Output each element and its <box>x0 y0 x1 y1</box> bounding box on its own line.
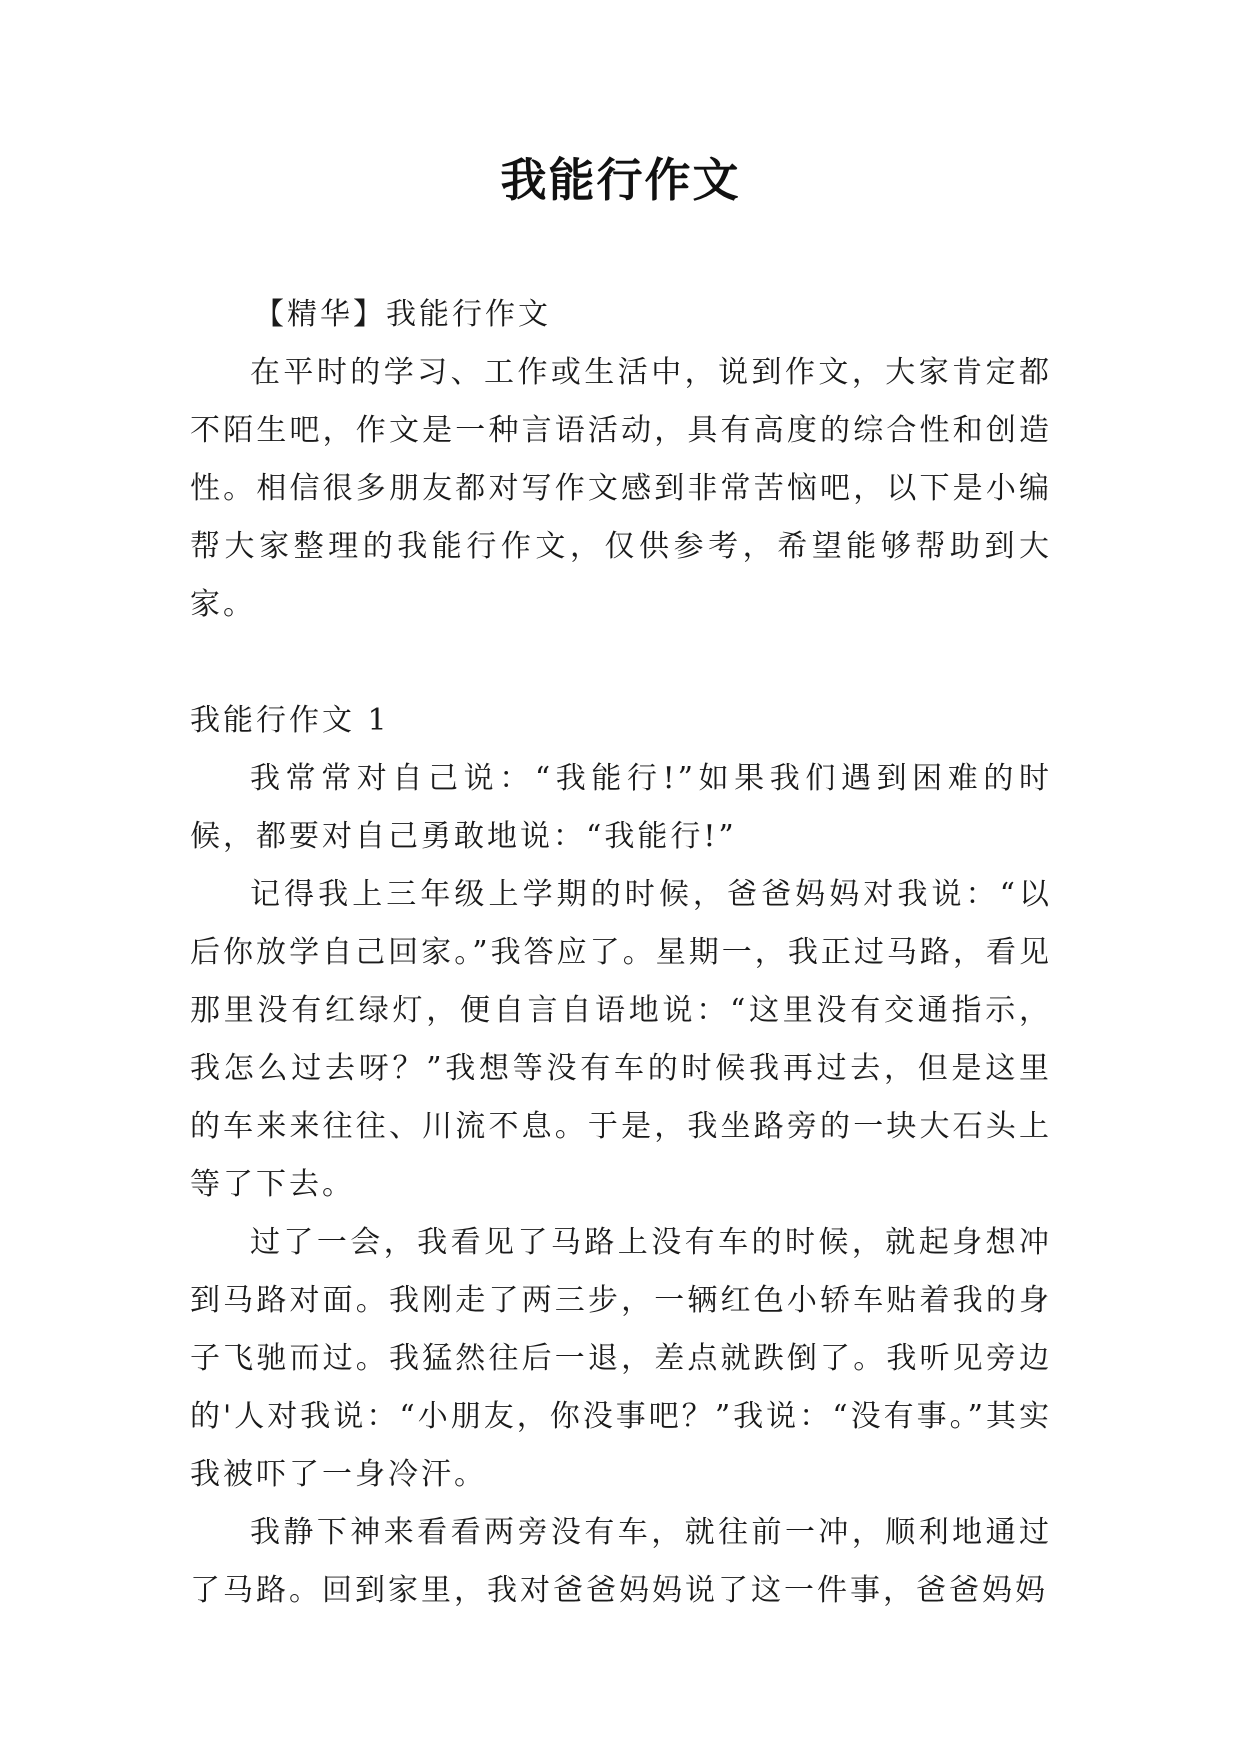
body-paragraph: 过了一会，我看见了马路上没有车的时候，就起身想冲到马路对面。我刚走了两三步，一辆红色小轿车贴着我的身子飞驰而过。我猛然往后一退，差点就跌倒了。我听见旁边的'人对我说：“小朋友，你没事吧？”我说：“没有事。”其实我被吓了一身冷汗。 <box>190 1225 1052 1492</box>
section-heading: 我能行作文 1 <box>190 703 390 738</box>
document-body <box>190 286 1052 1620</box>
document-title: 我能行作文 <box>500 153 741 207</box>
body-paragraph: 记得我上三年级上学期的时候，爸爸妈妈对我说：“以后你放学自己回家。”我答应了。星期一，我正过马路，看见那里没有红绿灯，便自言自语地说：“这里没有交通指示，我怎么过去呀？”我想等没有车的时候我再过去，但是这里的车来来往往、川流不息。于是，我坐路旁的一块大石头上等了下去。 <box>190 877 1052 1202</box>
intro-title: 【精华】我能行作文 <box>254 297 551 332</box>
body-paragraph: 我常常对自己说：“我能行!”如果我们遇到困难的时候，都要对自己勇敢地说：“我能行!” <box>190 761 1052 854</box>
intro-paragraph: 在平时的学习、工作或生活中，说到作文，大家肯定都不陌生吧，作文是一种言语活动，具有高度的综合性和创造性。相信很多朋友都对写作文感到非常苦恼吧，以下是小编帮大家整理的我能行作文，仅供参考，希望能够帮助到大家。 <box>190 355 1052 622</box>
body-paragraph: 我静下神来看看两旁没有车，就往前一冲，顺利地通过了马路。回到家里，我对爸爸妈妈说了这一件事，爸爸妈妈 <box>190 1515 1052 1608</box>
